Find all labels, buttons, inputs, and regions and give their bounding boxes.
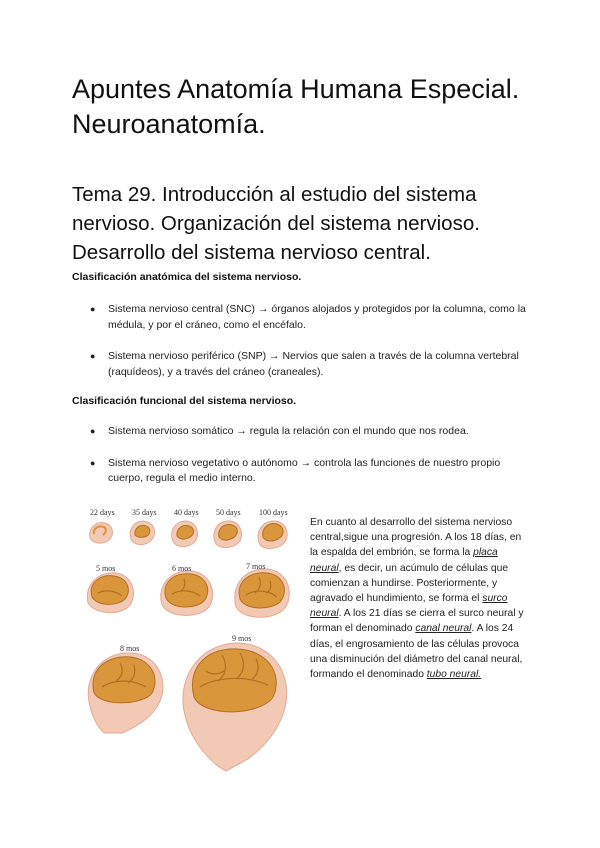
- bullet-icon: ●: [90, 304, 96, 314]
- stage-label: 100 days: [259, 508, 288, 517]
- fetus-8-months: [88, 653, 163, 733]
- term-surco-neural: surco neural: [310, 593, 508, 620]
- fetus-6-months: [161, 571, 213, 616]
- embryo-stage-4: [214, 521, 242, 548]
- stage-label: 6 mos: [172, 564, 192, 573]
- topic-title: Tema 29. Introducción al estudio del sistema nervioso. Organización del sistema nervioso. Desarrollo del sistema nervioso central.: [72, 183, 480, 264]
- paragraph-text: En cuanto al desarrollo del sistema nervioso central,sigue una progresión. A los 18 días, en la espalda del embrión, se forma la: [310, 517, 522, 559]
- list-item-text: Sistema nervioso central (SNC) → órganos alojados y protegidos por la columna, como la médula, y por el cráneo, como el encéfalo.: [108, 303, 526, 331]
- embryo-stage-2: [130, 521, 154, 545]
- bullet-icon: ●: [90, 457, 96, 468]
- stage-label: 7 mos: [246, 562, 266, 571]
- bullet-icon: ●: [90, 351, 96, 361]
- bullet-icon: ●: [90, 426, 96, 436]
- stage-label: 5 mos: [96, 564, 116, 573]
- term-placa-neural: placa neural: [310, 547, 498, 574]
- embryo-stage-3: [172, 521, 198, 547]
- neural-development-paragraph: [310, 515, 532, 682]
- embryo-stage-1: [90, 523, 113, 543]
- list-item-text: Sistema nervioso somático → regula la relación con el mundo que nos rodea.: [108, 425, 469, 437]
- list-item-text: Sistema nervioso periférico (SNP) → Nervios que salen a través de la columna vertebral (raquídeos), y a través del cráneo (craneales).: [108, 350, 519, 378]
- embryo-stage-5: [258, 521, 287, 549]
- stage-label: 8 mos: [120, 644, 140, 653]
- anatomical-classification-heading: Clasificación anatómica del sistema nervioso.: [72, 271, 302, 283]
- stage-label: 40 days: [174, 508, 199, 517]
- fetus-7-months: [235, 569, 290, 617]
- paragraph-text: , es decir, un acúmulo de células que comienzan a hundirse. Posteriormente, y agravado el hundimiento, se forma el: [310, 562, 509, 605]
- paragraph-text: . A los 21 días se cierra el surco neural y forman el denominado: [310, 608, 524, 635]
- fetus-9-months: [183, 643, 287, 771]
- document-title: Apuntes Anatomía Humana Especial. Neuroanatomía.: [72, 74, 520, 139]
- anatomical-classification-list: [72, 302, 532, 396]
- list-item: [72, 349, 532, 380]
- stage-label: 50 days: [216, 508, 241, 517]
- list-item: [72, 456, 532, 487]
- list-item: [72, 302, 532, 333]
- term-tubo-neural: tubo neural.: [426, 669, 482, 681]
- list-item: [72, 424, 532, 440]
- term-canal-neural: canal neural: [415, 623, 472, 635]
- fetus-5-months: [87, 573, 133, 613]
- brain-development-illustration: [76, 501, 300, 779]
- stage-label: 22 days: [90, 508, 115, 517]
- paragraph-text: . A los 24 días, el engrosamiento de las células provoca una disminución del diámetro del canal neural, formando el denominado: [310, 623, 523, 681]
- list-item-text: Sistema nervioso vegetativo o autónomo → controla las funciones de nuestro propio cuerpo, regula el medio interno.: [108, 456, 501, 484]
- stage-label: 35 days: [132, 508, 157, 517]
- functional-classification-heading: Clasificación funcional del sistema nervioso.: [72, 395, 297, 407]
- stage-label: 9 mos: [232, 634, 252, 643]
- functional-classification-list: [72, 424, 532, 503]
- brain-development-figure: [76, 501, 300, 779]
